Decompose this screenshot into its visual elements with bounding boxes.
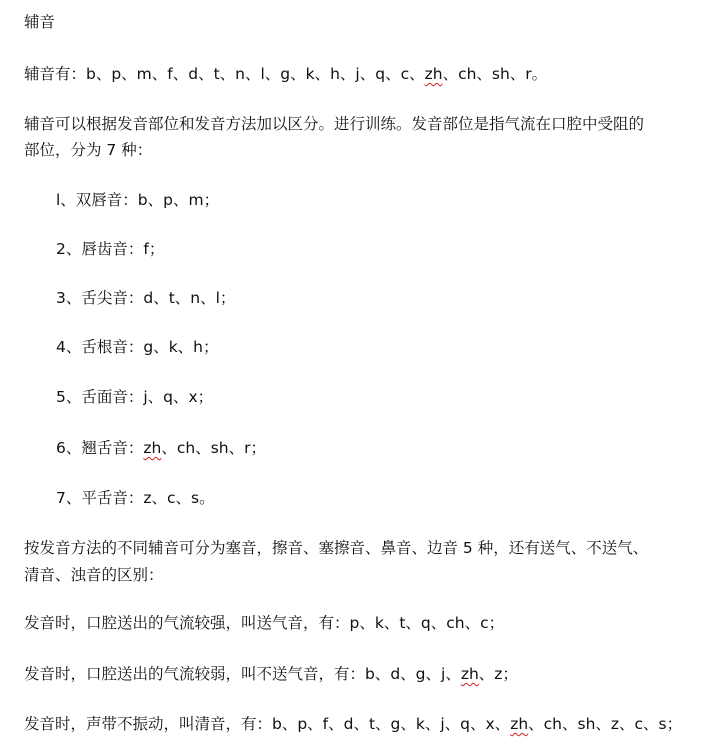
unaspirated-prefix: 发音时，口腔送出的气流较弱，叫不送气音，有：b、d、g、j、 bbox=[24, 665, 461, 683]
unaspirated-suffix: 、z； bbox=[478, 665, 518, 683]
unaspirated-line bbox=[24, 660, 518, 688]
intro-line-2: 部位，分为 7 种： bbox=[24, 141, 153, 159]
aspirated-line: 发音时，口腔送出的气流较强，叫送气音，有：p、k、t、q、ch、c； bbox=[24, 614, 505, 632]
unaspirated-zh: zh bbox=[460, 665, 479, 683]
place-item-4: 4、舌根音：g、k、h； bbox=[56, 338, 219, 356]
inventory-zh: zh bbox=[424, 65, 443, 83]
place-item-6-prefix: 6、翘舌音： bbox=[56, 439, 144, 457]
consonant-inventory bbox=[24, 60, 547, 88]
place-item-1: l、双唇音：b、p、m； bbox=[56, 191, 220, 209]
manner-line-2: 清音、浊音的区别： bbox=[24, 566, 164, 584]
voiceless-zh: zh bbox=[510, 715, 529, 733]
place-item-5: 5、舌面音：j、q、x； bbox=[56, 388, 214, 406]
place-item-7: 7、平舌音：z、c、s。 bbox=[56, 489, 215, 507]
place-item-3: 3、舌尖音：d、t、n、l； bbox=[56, 289, 236, 307]
inventory-suffix: 、ch、sh、r。 bbox=[442, 65, 548, 83]
voiceless-line bbox=[24, 710, 682, 738]
place-item-6-suffix: 、ch、sh、r； bbox=[161, 439, 266, 457]
voiceless-prefix: 发音时，声带不振动，叫清音，有：b、p、f、d、t、g、k、j、q、x、 bbox=[24, 715, 511, 733]
place-item-6 bbox=[56, 434, 266, 462]
inventory-prefix: 辅音有：b、p、m、f、d、t、n、l、g、k、h、j、q、c、 bbox=[24, 65, 425, 83]
doc-title: 辅音 bbox=[24, 13, 56, 31]
place-item-6-zh: zh bbox=[143, 439, 162, 457]
intro-line-1: 辅音可以根据发音部位和发音方法加以区分。进行训练。发音部位是指气流在口腔中受阻的 bbox=[24, 115, 645, 133]
voiceless-suffix: 、ch、sh、z、c、s； bbox=[528, 715, 683, 733]
manner-line-1: 按发音方法的不同辅音可分为塞音，擦音、塞擦音、鼻音、边音 5 种，还有送气、不送气、 bbox=[24, 539, 649, 557]
place-item-2: 2、唇齿音：f； bbox=[56, 240, 165, 258]
